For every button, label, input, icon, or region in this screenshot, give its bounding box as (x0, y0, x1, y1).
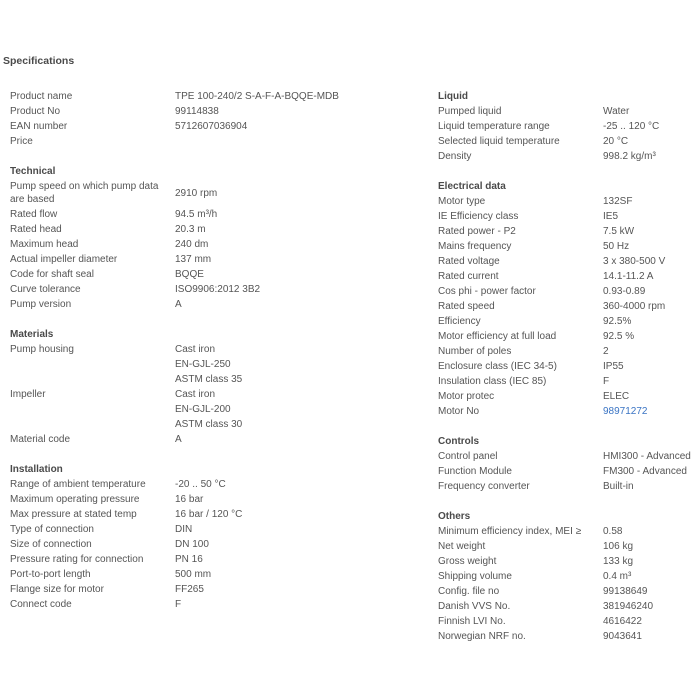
section-controls (438, 434, 700, 494)
spec-value-group (175, 267, 204, 282)
spec-value-group (175, 282, 260, 297)
spec-value: 16 bar / 120 °C (175, 509, 243, 520)
spec-value-group (175, 507, 242, 522)
spec-value: 99114838 (175, 106, 219, 117)
spec-value: 50 Hz (603, 241, 630, 252)
spec-value-group (603, 194, 632, 209)
spec-label: Motor efficiency at full load (438, 331, 557, 342)
spec-value: 132SF (603, 196, 633, 207)
spec-value: ELEC (603, 391, 630, 402)
spec-value: IE5 (603, 211, 619, 222)
spec-row (10, 119, 420, 134)
spec-row (10, 492, 420, 507)
spec-value-group (603, 539, 633, 554)
spec-row (438, 224, 700, 239)
spec-value-group (175, 119, 247, 134)
spec-label: Liquid temperature range (438, 121, 550, 132)
spec-value-group (603, 224, 634, 239)
spec-label: Minimum efficiency index, MEI ≥ (438, 526, 582, 537)
section-liquid (438, 89, 700, 164)
spec-row (438, 209, 700, 224)
spec-value: HMI300 - Advanced (603, 451, 691, 462)
spec-value-group (603, 449, 691, 464)
spec-value: A (175, 434, 182, 445)
right-column (438, 89, 700, 644)
spec-value: 500 mm (175, 569, 212, 580)
spec-value-group (603, 284, 645, 299)
spec-value: 360-4000 rpm (603, 301, 666, 312)
spec-value-group (175, 582, 204, 597)
spec-value-group (603, 314, 631, 329)
spec-row (10, 342, 420, 387)
spec-value-group (175, 104, 219, 119)
spec-label: Pressure rating for connection (10, 554, 144, 565)
spec-value-group (603, 149, 656, 164)
spec-value-group (175, 522, 192, 537)
section-others (438, 509, 700, 644)
spec-label: Enclosure class (IEC 34-5) (438, 361, 557, 372)
spec-row (10, 282, 420, 297)
spec-value-group (603, 524, 622, 539)
spec-label: Rated current (438, 271, 499, 282)
spec-label: Pump version (10, 299, 72, 310)
spec-value: -25 .. 120 °C (603, 121, 660, 132)
spec-label: IE Efficiency class (438, 211, 519, 222)
spec-label: Frequency converter (438, 481, 530, 492)
spec-value-group (603, 104, 629, 119)
spec-value: 92.5 % (603, 331, 635, 342)
spec-value: TPE 100-240/2 S-A-F-A-BQQE-MDB (175, 91, 339, 102)
spec-value-group (603, 479, 634, 494)
spec-row (438, 284, 700, 299)
spec-value: IP55 (603, 361, 624, 372)
spec-label: Price (10, 136, 33, 147)
spec-label: Range of ambient temperature (10, 479, 146, 490)
section-general (10, 89, 420, 149)
spec-value-group (175, 477, 226, 492)
spec-row (10, 134, 420, 149)
spec-value: 5712607036904 (175, 121, 248, 132)
spec-value-group (175, 207, 217, 222)
spec-label: Rated head (10, 224, 62, 235)
spec-value: 998.2 kg/m³ (603, 151, 656, 162)
spec-value: 94.5 m³/h (175, 209, 218, 220)
spec-row (10, 222, 420, 237)
section-title: Installation (10, 464, 63, 475)
spec-label: Maximum head (10, 239, 79, 250)
spec-label: Pump speed on which pump data are based (10, 181, 159, 205)
spec-value: 240 dm (175, 239, 209, 250)
spec-label: Mains frequency (438, 241, 512, 252)
spec-value: F (175, 599, 182, 610)
spec-value: 133 kg (603, 556, 634, 567)
spec-row (438, 104, 700, 119)
spec-row (438, 299, 700, 314)
spec-value: PN 16 (175, 554, 203, 565)
section-installation (10, 462, 420, 612)
spec-label: Finnish LVI No. (438, 616, 506, 627)
spec-label: Insulation class (IEC 85) (438, 376, 547, 387)
spec-value: DN 100 (175, 539, 209, 550)
spec-row (10, 477, 420, 492)
spec-value-group (603, 134, 628, 149)
spec-value: ASTM class 35 (175, 374, 243, 385)
spec-row (10, 104, 420, 119)
spec-value: BQQE (175, 269, 204, 280)
section-title: Electrical data (438, 181, 506, 192)
spec-value-group (175, 179, 217, 201)
spec-value-group (175, 342, 242, 387)
spec-label: Max pressure at stated temp (10, 509, 137, 520)
spec-value: 0.58 (603, 526, 623, 537)
spec-value-group (175, 597, 181, 612)
spec-label: Net weight (438, 541, 486, 552)
spec-row (438, 539, 700, 554)
spec-value-group (175, 222, 206, 237)
spec-row (438, 569, 700, 584)
spec-label: Port-to-port length (10, 569, 91, 580)
spec-value: Cast iron (175, 344, 216, 355)
spec-value: 7.5 kW (603, 226, 635, 237)
spec-row (10, 297, 420, 312)
spec-value: Built-in (603, 481, 634, 492)
spec-value-group (603, 359, 624, 374)
spec-row (10, 522, 420, 537)
section-title: Materials (10, 329, 54, 340)
spec-value-group (175, 552, 203, 567)
spec-label: Flange size for motor (10, 584, 104, 595)
spec-value: 0.93-0.89 (603, 286, 646, 297)
spec-label: Function Module (438, 466, 512, 477)
spec-value-group (603, 599, 653, 614)
spec-label: Code for shaft seal (10, 269, 94, 280)
spec-row (438, 479, 700, 494)
spec-row (438, 554, 700, 569)
spec-row (10, 507, 420, 522)
spec-value: FM300 - Advanced (603, 466, 687, 477)
spec-label: Number of poles (438, 346, 512, 357)
spec-row (438, 464, 700, 479)
spec-row (10, 237, 420, 252)
spec-value-group (603, 344, 609, 359)
spec-value-group (603, 464, 687, 479)
spec-value: 381946240 (603, 601, 654, 612)
spec-value-group (603, 389, 629, 404)
spec-row (438, 389, 700, 404)
spec-value-group (175, 537, 209, 552)
spec-row (10, 267, 420, 282)
spec-label: Norwegian NRF no. (438, 631, 526, 642)
spec-row (10, 207, 420, 222)
spec-value: EN-GJL-200 (175, 404, 231, 415)
spec-row (10, 567, 420, 582)
section-title: Liquid (438, 91, 468, 102)
spec-value-group (603, 584, 648, 599)
spec-value-group (603, 554, 633, 569)
spec-value-group (603, 269, 653, 284)
spec-value-group (603, 239, 629, 254)
spec-value: -20 .. 50 °C (175, 479, 226, 490)
spec-value: EN-GJL-250 (175, 359, 231, 370)
spec-value: ISO9906:2012 3B2 (175, 284, 261, 295)
spec-value: ASTM class 30 (175, 419, 243, 430)
spec-value-group (603, 329, 634, 344)
spec-label: Cos phi - power factor (438, 286, 536, 297)
spec-value: 106 kg (603, 541, 634, 552)
spec-value: 4616422 (603, 616, 642, 627)
spec-row (438, 329, 700, 344)
section-materials (10, 327, 420, 447)
spec-value: FF265 (175, 584, 204, 595)
spec-row (438, 404, 700, 419)
spec-label: Impeller (10, 389, 46, 400)
spec-label: Motor type (438, 196, 486, 207)
spec-label: Gross weight (438, 556, 497, 567)
spec-label: Danish VVS No. (438, 601, 511, 612)
spec-row (438, 254, 700, 269)
spec-value: F (603, 376, 610, 387)
spec-value-group (175, 387, 242, 432)
spec-row (10, 89, 420, 104)
spec-label: Pumped liquid (438, 106, 502, 117)
spec-row (438, 629, 700, 644)
spec-value-group (175, 297, 182, 312)
section-electrical-data (438, 179, 700, 419)
spec-row (438, 149, 700, 164)
spec-label: Pump housing (10, 344, 74, 355)
spec-row (438, 524, 700, 539)
spec-row (438, 134, 700, 149)
spec-label: Density (438, 151, 472, 162)
spec-value: 0.4 m³ (603, 571, 632, 582)
spec-label: Product No (10, 106, 61, 117)
spec-label: Shipping volume (438, 571, 512, 582)
spec-label: Motor protec (438, 391, 495, 402)
spec-label: Size of connection (10, 539, 92, 550)
spec-value: 99138649 (603, 586, 648, 597)
spec-label: Rated speed (438, 301, 495, 312)
spec-label: Connect code (10, 599, 72, 610)
spec-value: 20 °C (603, 136, 629, 147)
spec-value-group (175, 237, 208, 252)
spec-value-link[interactable]: 98971272 (603, 406, 648, 417)
spec-value (175, 134, 178, 149)
spec-value: 20.3 m (175, 224, 206, 235)
spec-label: Control panel (438, 451, 498, 462)
spec-value: 3 x 380-500 V (603, 256, 666, 267)
spec-row (438, 359, 700, 374)
spec-row (438, 239, 700, 254)
spec-value-group (603, 569, 631, 584)
spec-value-group (603, 299, 665, 314)
spec-value: 2 (603, 346, 609, 357)
spec-label: Selected liquid temperature (438, 136, 560, 147)
spec-value-group (175, 492, 203, 507)
spec-label: Type of connection (10, 524, 94, 535)
spec-value: Water (603, 106, 630, 117)
spec-row (10, 252, 420, 267)
spec-row (10, 387, 420, 432)
section-title: Technical (10, 166, 56, 177)
section-title: Others (438, 511, 471, 522)
spec-value: DIN (175, 524, 193, 535)
spec-label: EAN number (10, 121, 68, 132)
spec-row (438, 374, 700, 389)
spec-value: 14.1-11.2 A (603, 271, 654, 282)
section-technical (10, 164, 420, 312)
spec-row (438, 314, 700, 329)
spec-label: Material code (10, 434, 71, 445)
spec-value-group (603, 614, 642, 629)
spec-label: Motor No (438, 406, 480, 417)
spec-value-group (175, 432, 182, 447)
spec-value: 16 bar (175, 494, 204, 505)
spec-value: 137 mm (175, 254, 212, 265)
spec-value-group (603, 209, 618, 224)
spec-row (438, 269, 700, 284)
spec-row (438, 194, 700, 209)
spec-value-group (175, 89, 339, 104)
spec-label: Rated flow (10, 209, 58, 220)
spec-row (438, 584, 700, 599)
spec-value-group (603, 119, 659, 134)
spec-row (10, 179, 420, 207)
spec-row (10, 432, 420, 447)
spec-row (438, 344, 700, 359)
spec-value-group (175, 134, 178, 149)
page-title: Specifications (3, 55, 75, 67)
spec-label: Actual impeller diameter (10, 254, 118, 265)
spec-label: Maximum operating pressure (10, 494, 140, 505)
spec-label: Product name (10, 91, 73, 102)
spec-value-group (603, 254, 665, 269)
left-column (10, 89, 420, 612)
spec-row (438, 119, 700, 134)
spec-row (438, 599, 700, 614)
spec-row (438, 449, 700, 464)
spec-value: 92.5% (603, 316, 632, 327)
spec-row (10, 597, 420, 612)
spec-label: Config. file no (438, 586, 500, 597)
spec-row (10, 552, 420, 567)
section-title: Controls (438, 436, 480, 447)
spec-value: Cast iron (175, 389, 216, 400)
spec-label: Efficiency (438, 316, 481, 327)
spec-value-group (175, 567, 211, 582)
spec-value-group (603, 404, 648, 419)
spec-value: 9043641 (603, 631, 642, 642)
spec-value-group (603, 374, 609, 389)
spec-value: A (175, 299, 182, 310)
spec-label: Rated power - P2 (438, 226, 516, 237)
spec-value-group (603, 629, 642, 644)
spec-value: 2910 rpm (175, 188, 218, 199)
spec-value-group (175, 252, 211, 267)
spec-label: Curve tolerance (10, 284, 81, 295)
spec-label: Rated voltage (438, 256, 500, 267)
spec-row (10, 537, 420, 552)
spec-row (10, 582, 420, 597)
spec-row (438, 614, 700, 629)
